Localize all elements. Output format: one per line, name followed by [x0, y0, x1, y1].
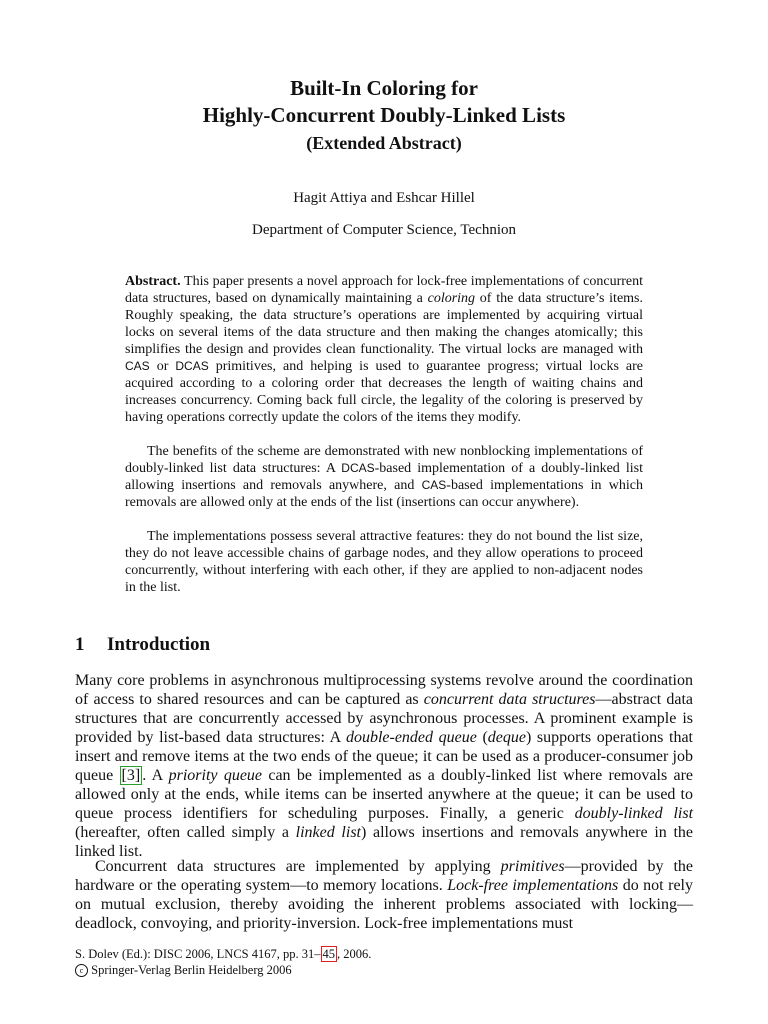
page-range-link[interactable]: 45 — [322, 947, 335, 961]
body-text: do not rely on mutual exclusion, thereby avoiding the inherent problems associated with locking—deadlock, convoying, and priority-inversion. Lock-free implementations must — [75, 877, 693, 932]
body-text: ( — [476, 729, 488, 746]
section-number: 1 — [75, 634, 85, 655]
section-title: Introduction — [107, 634, 211, 655]
abstract-text: of the data structure’s items. Roughly speaking, the data structure’s operations are implemented by acquiring virtual locks on several items of the data structure and then making the changes atomically; this simplifies the design and provides clean functionality. The virtual locks are managed with — [125, 291, 643, 357]
abstract-text: The benefits of the scheme are demonstrated with new nonblocking implementations of doubly-linked list data structures: A — [125, 444, 643, 476]
body-emphasis: priority queue — [168, 767, 263, 784]
footer-citation — [75, 947, 371, 962]
body-text: (hereafter, often called simply a — [75, 824, 296, 841]
body-text: Concurrent data structures are implemented by applying — [95, 858, 501, 875]
intro-paragraph-1 — [75, 671, 693, 861]
footer-text: , 2006. — [337, 947, 372, 961]
authors: Hagit Attiya and Eshcar Hillel — [293, 190, 475, 206]
body-text: Many core problems in asynchronous multiprocessing systems revolve around the coordination of access to shared resources and can be captured as — [75, 672, 693, 708]
paper-title-line-2: Highly-Concurrent Doubly-Linked Lists — [202, 103, 566, 127]
abstract-paragraph-2 — [125, 443, 643, 511]
body-emphasis: primitives — [500, 858, 565, 875]
affiliation: Department of Computer Science, Technion — [251, 222, 516, 238]
footer-text: Springer-Verlag Berlin Heidelberg 2006 — [88, 963, 292, 977]
abstract-primitive-dcas: DCAS — [175, 359, 209, 373]
body-text: . A — [142, 767, 169, 784]
footer-copyright — [75, 963, 292, 978]
abstract-paragraph-3: The implementations possess several attractive features: they do not bound the list size, they do not leave accessible chains of garbage nodes, and they allow operations to proceed concurrently, without interfering with each other, if they are applied to non-adjacent nodes in the list. — [125, 529, 643, 595]
body-text: ) supports operations that insert and remove items at the two ends of the queue; it can be used as a producer-consumer job queue — [75, 729, 693, 784]
body-emphasis: doubly-linked list — [574, 805, 694, 822]
copyright-icon: c — [75, 964, 88, 977]
body-emphasis: concurrent data structures — [423, 691, 596, 708]
body-text: —provided by the hardware or the operating system—to memory locations. — [75, 858, 693, 894]
abstract-primitive-cas: CAS — [125, 359, 150, 373]
intro-paragraph-2 — [75, 857, 693, 933]
body-emphasis: linked list — [295, 824, 361, 841]
body-emphasis: Lock-free implementations — [447, 877, 619, 894]
footer-text: S. Dolev (Ed.): DISC 2006, LNCS 4167, pp. 31– — [75, 947, 321, 961]
section-heading — [75, 634, 210, 656]
abstract-text: -based implementations in which removals are allowed only at the ends of the list (insertions can occur anywhere). — [125, 478, 643, 510]
citation-link[interactable]: [3] — [121, 767, 141, 784]
abstract-label: Abstract. — [125, 274, 181, 289]
abstract-paragraph-1 — [125, 273, 643, 426]
abstract-text: -based implementation of a doubly-linked list allowing insertions and removals anywhere, and — [125, 461, 643, 493]
paper-title-line-1: Built-In Coloring for — [290, 76, 478, 100]
abstract-primitive-dcas: DCAS — [341, 461, 375, 475]
abstract-emphasis: coloring — [427, 291, 476, 306]
body-text: can be implemented as a doubly-linked list where removals are allowed only at the ends, while items can be inserted anywhere at the queue; it can be used to queue process identifiers for scheduling purposes. Finally, a generic — [75, 767, 694, 822]
abstract-text: primitives, and helping is used to guarantee progress; virtual locks are acquired according to a coloring order that decreases the length of waiting chains and increases concurrency. Coming back full circle, the legality of the coloring is preserved by having operations correctly update the colors of the items they modify. — [125, 359, 643, 425]
body-text: —abstract data structures that are concurrently accessed by asynchronous processes. A prominent example is provided by list-based data structures: A — [75, 691, 693, 746]
body-emphasis: deque — [487, 729, 526, 746]
abstract-text: or — [149, 359, 176, 374]
body-emphasis: double-ended queue — [345, 729, 477, 746]
abstract-primitive-cas: CAS — [421, 478, 447, 492]
paper-subtitle: (Extended Abstract) — [306, 133, 462, 153]
body-text: ) allows insertions and removals anywhere in the linked list. — [75, 824, 694, 860]
abstract-text: This paper presents a novel approach for lock-free implementations of concurrent data structures, based on dynamically maintaining a — [125, 274, 643, 306]
